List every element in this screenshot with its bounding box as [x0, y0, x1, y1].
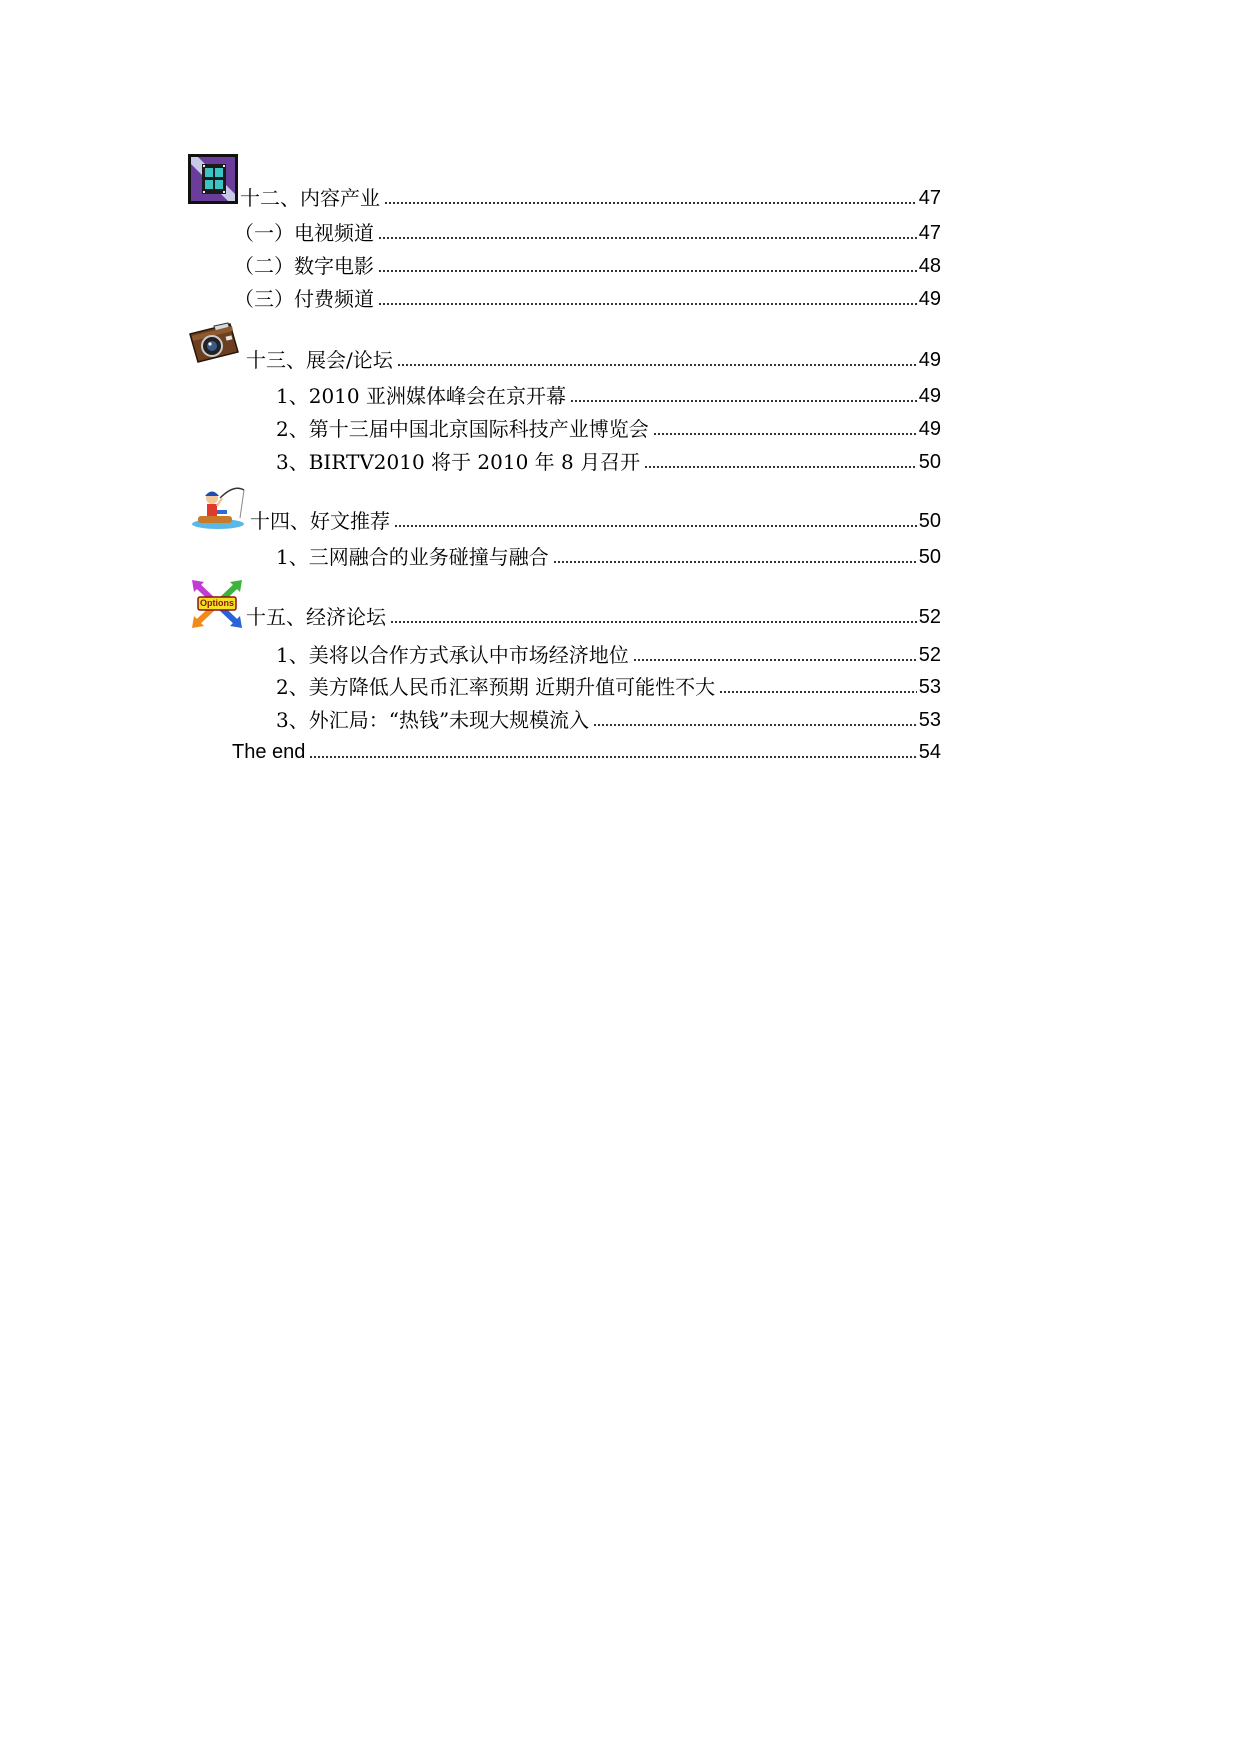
toc-entry-item[interactable] [234, 282, 941, 310]
film-reel-icon [188, 154, 238, 204]
toc-entry-page: 49 [918, 349, 941, 371]
toc-entry-item[interactable] [276, 412, 941, 440]
toc-entry-title: （三）付费频道 [234, 287, 374, 311]
dot-leader [390, 621, 917, 623]
dot-leader [384, 202, 917, 204]
toc-entry-title: 十二、内容产业 [240, 186, 380, 210]
toc-entry-title: （二）数字电影 [234, 254, 374, 278]
dot-leader [394, 525, 917, 527]
toc-entry-item[interactable] [276, 445, 941, 473]
toc-entry-page: 50 [918, 510, 941, 532]
toc-entry-page: 49 [918, 385, 941, 407]
dot-leader [378, 237, 917, 239]
toc-entry-item[interactable] [234, 216, 941, 244]
toc-entry-page: 47 [918, 187, 941, 209]
dot-leader [633, 659, 917, 661]
options-label: Options [200, 598, 234, 608]
toc-entry-item[interactable] [276, 379, 941, 407]
toc-entry-title: 1、三网融合的业务碰撞与融合 [276, 545, 549, 569]
toc-entry-page: 50 [918, 451, 941, 473]
toc-entry-page: 49 [918, 288, 941, 310]
dot-leader [553, 561, 917, 563]
camera-icon [188, 318, 242, 368]
toc-entry-item[interactable] [276, 703, 941, 731]
options-arrows-icon [190, 580, 244, 628]
dot-leader [397, 364, 917, 366]
toc-entry-page: 54 [918, 741, 941, 763]
dot-leader [593, 724, 917, 726]
toc-entry-title: 3、外汇局：“热钱”未现大规模流入 [276, 708, 590, 732]
dot-leader [570, 400, 917, 402]
toc-entry-title: 2、美方降低人民币汇率预期 近期升值可能性不大 [276, 675, 716, 699]
toc-entry-title: 3、BIRTV2010 将于 2010 年 8 月召开 [276, 450, 641, 474]
fishing-boy-icon [190, 484, 246, 530]
toc-entry-item[interactable] [234, 249, 941, 277]
toc-entry-page: 53 [918, 709, 941, 731]
dot-leader [309, 756, 916, 758]
toc-entry-title: 十三、展会/论坛 [246, 348, 393, 372]
toc-entry-page: 49 [918, 418, 941, 440]
toc-entry-page: 53 [918, 676, 941, 698]
toc-entry-title: （一）电视频道 [234, 221, 374, 245]
toc-entry-page: 47 [918, 222, 941, 244]
toc-entry-page: 50 [918, 546, 941, 568]
dot-leader [378, 270, 917, 272]
toc-entry-title: The end [232, 741, 306, 763]
toc-entry-page: 48 [918, 255, 941, 277]
toc-entry-section-13[interactable] [246, 343, 941, 371]
toc-entry-title: 1、美将以合作方式承认中市场经济地位 [276, 643, 629, 667]
dot-leader [719, 691, 917, 693]
toc-entry-title: 十五、经济论坛 [246, 605, 386, 629]
toc-entry-section-15[interactable] [246, 600, 941, 628]
toc-entry-item[interactable] [276, 638, 941, 666]
toc-entry-title: 2、第十三届中国北京国际科技产业博览会 [276, 417, 649, 441]
dot-leader [644, 466, 917, 468]
toc-entry-item[interactable] [276, 540, 941, 568]
toc-entry-the-end[interactable] [232, 735, 941, 763]
toc-entry-item[interactable] [276, 670, 941, 698]
dot-leader [378, 303, 917, 305]
toc-entry-section-12[interactable] [240, 181, 941, 209]
dot-leader [653, 433, 917, 435]
toc-entry-title: 1、2010 亚洲媒体峰会在京开幕 [276, 384, 566, 408]
toc-entry-page: 52 [918, 606, 941, 628]
toc-entry-section-14[interactable] [250, 504, 941, 532]
toc-entry-title: 十四、好文推荐 [250, 509, 390, 533]
toc-entry-page: 52 [918, 644, 941, 666]
